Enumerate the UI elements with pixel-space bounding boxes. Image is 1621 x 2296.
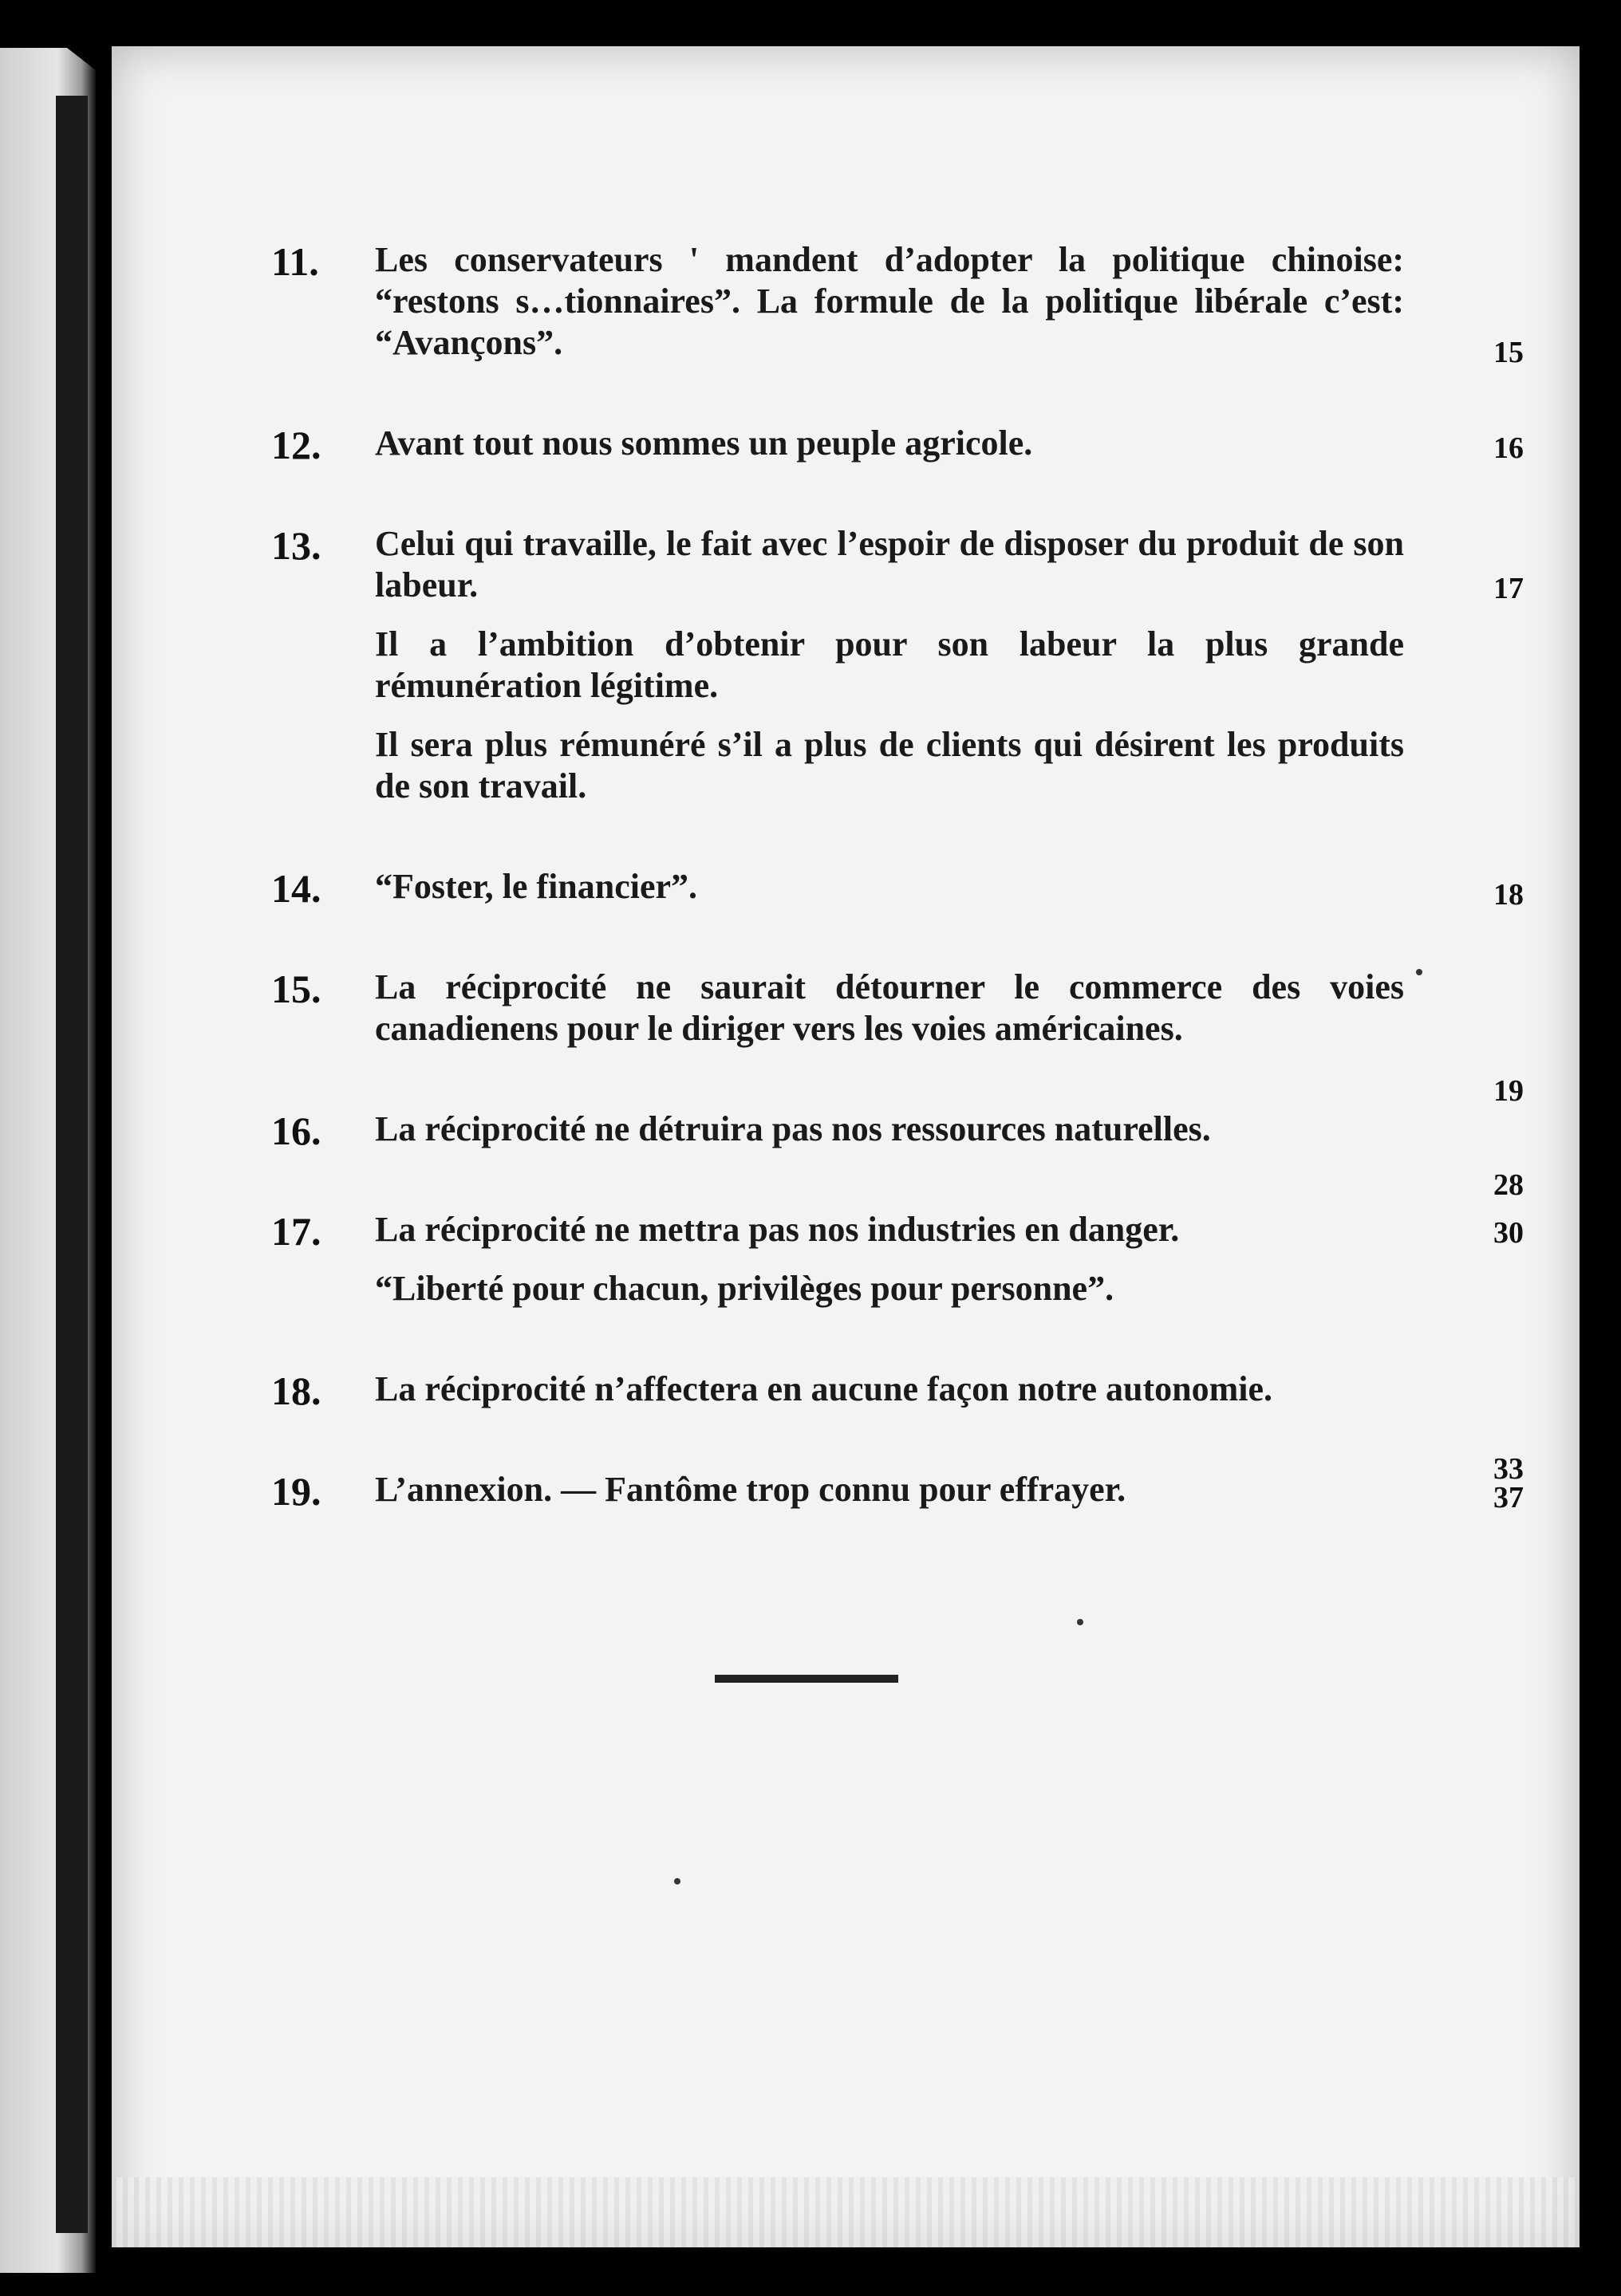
page-number: 30: [1493, 1216, 1524, 1250]
toc-entry-17: [271, 1209, 1524, 1327]
entry-text: La réciprocité ne mettra pas nos industries en danger.: [375, 1210, 1180, 1249]
entry-text: “Foster, le financier”.: [375, 867, 698, 906]
page-number: 37: [1493, 1481, 1524, 1514]
toc-entry-18: [271, 1369, 1524, 1486]
scan-speck: [1077, 1619, 1083, 1625]
entry-text: Il sera plus rémunéré s’il a plus de clients qui désirent les produits de son travail.: [375, 725, 1404, 805]
page-number: 28: [1493, 1168, 1524, 1202]
entry-number: 17.: [271, 1209, 321, 1254]
toc-entry-12: [271, 423, 1524, 482]
page-bottom-edge: [112, 2177, 1580, 2247]
entry-text: Avant tout nous sommes un peuple agricole.: [375, 423, 1033, 463]
entry-number: 13.: [271, 523, 321, 568]
page-number: 19: [1493, 1074, 1524, 1108]
page-number: 16: [1493, 431, 1524, 465]
entry-number: 18.: [271, 1369, 321, 1413]
entry-text: Celui qui travaille, le fait avec l’espoir de disposer du produit de son labeur.: [375, 524, 1404, 605]
entry-text: Les conservateurs ' mandent d’adopter la politique chinoise: “restons s…tionnaires”. La formule de la politique libérale c’est: “Avançons”.: [375, 240, 1404, 362]
page-number: 17: [1493, 572, 1524, 605]
binding-shadow: [56, 96, 88, 2233]
entry-number: 11.: [271, 239, 319, 284]
toc-entry-16: [271, 1109, 1524, 1202]
entry-number: 16.: [271, 1109, 321, 1153]
page-number: 15: [1493, 336, 1524, 369]
entry-number: 12.: [271, 423, 321, 467]
toc-entry-13: [271, 523, 1524, 825]
entry-text: “Liberté pour chacun, privilèges pour personne”.: [375, 1269, 1114, 1308]
scan-speck: [1416, 969, 1422, 975]
entry-text: La réciprocité ne saurait détourner le commerce des voies canadienens pour le diriger vers les voies américaines.: [375, 967, 1404, 1048]
page-number: 33: [1493, 1452, 1524, 1486]
toc-entry-11: [271, 239, 1524, 381]
toc-entry-15: [271, 967, 1524, 1108]
entry-text: La réciprocité n’affectera en aucune façon notre autonomie.: [375, 1369, 1273, 1408]
entry-number: 15.: [271, 967, 321, 1011]
entry-text: Il a l’ambition d’obtenir pour son labeur la plus grande rémunération légitime.: [375, 624, 1404, 705]
table-of-contents: [271, 239, 1524, 1569]
page-number: 18: [1493, 878, 1524, 912]
scan-speck: [674, 1878, 680, 1884]
entry-text: L’annexion. — Fantôme trop connu pour effrayer.: [375, 1470, 1126, 1509]
toc-entry-14: [271, 866, 1524, 925]
closing-rule: [715, 1675, 898, 1683]
entry-text: La réciprocité ne détruira pas nos ressources naturelles.: [375, 1109, 1211, 1148]
entry-number: 14.: [271, 866, 321, 911]
entry-number: 19.: [271, 1469, 321, 1514]
